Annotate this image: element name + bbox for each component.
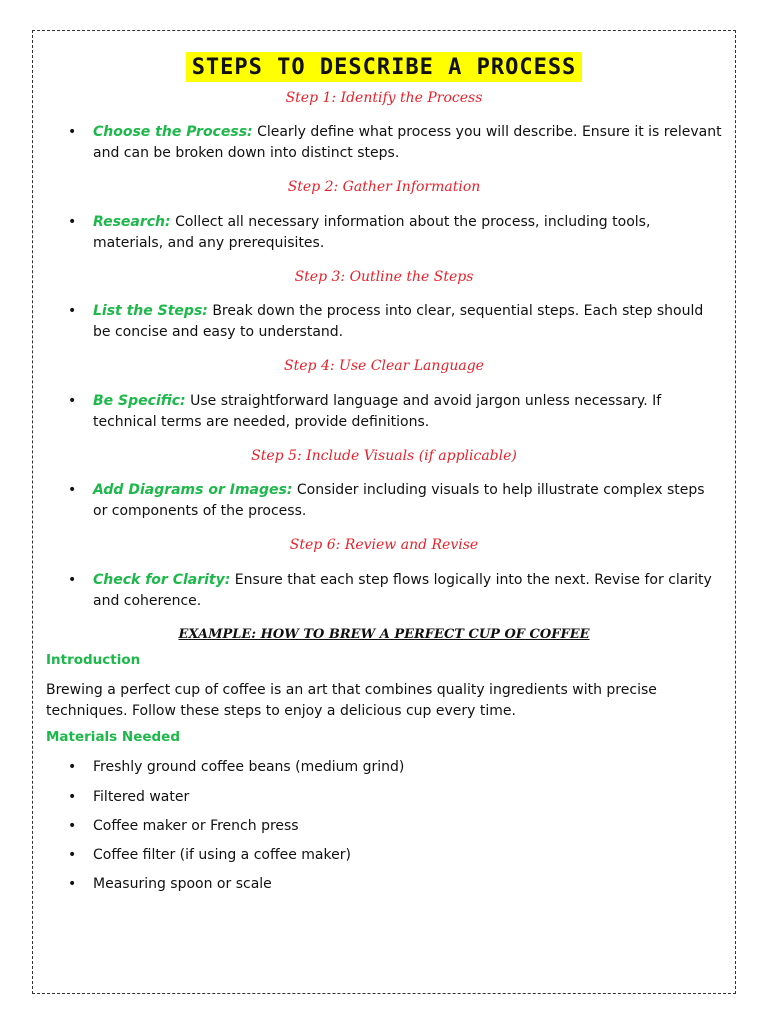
step-term-6: Check for Clarity: [93, 572, 231, 588]
material-item-1: • Freshly ground coffee beans (medium grind) [93, 759, 404, 775]
materials-heading: Materials Needed [46, 729, 181, 745]
step-heading-2: Step 2: Gather Information [287, 179, 481, 195]
step-term-5: Add Diagrams or Images: [93, 482, 293, 498]
page-title: STEPS TO DESCRIBE A PROCESS [186, 52, 583, 82]
material-item-2: • Filtered water [93, 789, 189, 805]
step-term-4: Be Specific: [93, 393, 186, 409]
step-heading-6: Step 6: Review and Revise [289, 537, 479, 553]
step-bullet-2 [93, 212, 723, 254]
material-item-4: • Coffee filter (if using a coffee maker) [93, 847, 351, 863]
step-term-3: List the Steps: [93, 303, 208, 319]
step-bullet-4 [93, 391, 723, 433]
step-bullet-1 [93, 122, 723, 164]
example-title: EXAMPLE: HOW TO BREW A PERFECT CUP OF COFFEE [178, 627, 590, 642]
step-bullet-3 [93, 301, 723, 343]
introduction-heading: Introduction [46, 652, 141, 668]
step-bullet-6 [93, 570, 723, 612]
step-text-3: Break down the process into clear, sequential steps. Each step should be concise and easy to understand. [93, 303, 704, 340]
step-heading-4: Step 4: Use Clear Language [284, 358, 484, 374]
step-heading-3: Step 3: Outline the Steps [294, 269, 474, 285]
step-heading-1: Step 1: Identify the Process [285, 90, 483, 106]
title-wrap [0, 52, 768, 82]
material-item-5: • Measuring spoon or scale [93, 876, 272, 892]
step-term-2: Research: [93, 214, 171, 230]
step-term-1: Choose the Process: [93, 124, 253, 140]
step-text-2: Collect all necessary information about the process, including tools, materials, and any prerequisites. [93, 214, 651, 251]
step-text-6: Ensure that each step flows logically into the next. Revise for clarity and coherence. [93, 572, 712, 609]
step-text-4: Use straightforward language and avoid jargon unless necessary. If technical terms are needed, provide definitions. [93, 393, 662, 430]
material-item-3: • Coffee maker or French press [93, 818, 299, 834]
step-text-1: Clearly define what process you will describe. Ensure it is relevant and can be broken down into distinct steps. [93, 124, 722, 161]
step-heading-5: Step 5: Include Visuals (if applicable) [251, 448, 517, 464]
step-bullet-5 [93, 480, 723, 522]
introduction-text: Brewing a perfect cup of coffee is an art that combines quality ingredients with precise techniques. Follow these steps to enjoy a delicious cup every time. [46, 682, 657, 719]
step-text-5: Consider including visuals to help illustrate complex steps or components of the process. [93, 482, 705, 519]
